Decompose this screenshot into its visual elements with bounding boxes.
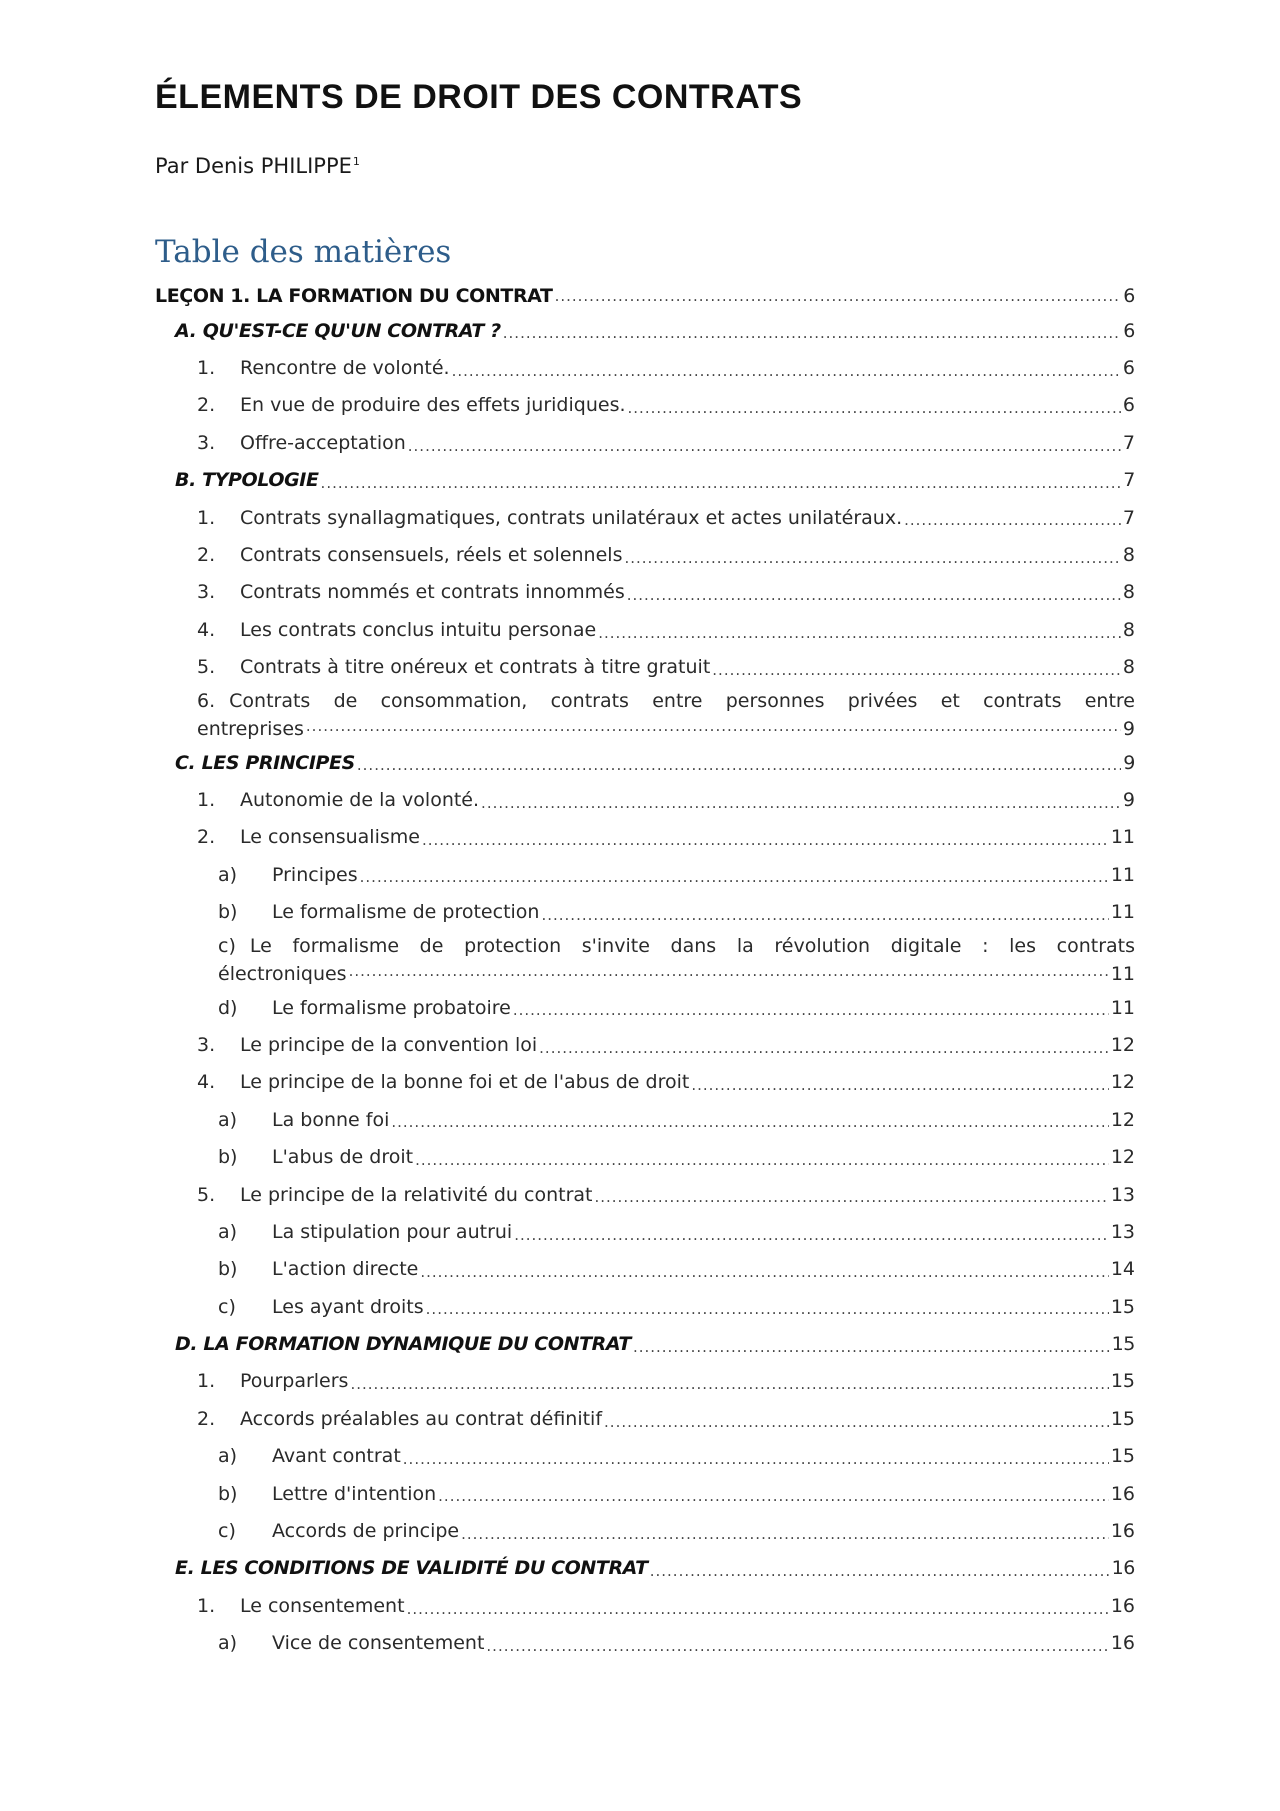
toc-entry-text-continued: entreprises xyxy=(197,717,304,740)
toc-page-number: 14 xyxy=(1110,1258,1135,1281)
toc-entry[interactable] xyxy=(155,1288,1135,1325)
toc-page-number: 12 xyxy=(1110,1033,1135,1056)
toc-entry-number: 1. xyxy=(197,506,216,529)
toc-entry-number: c) xyxy=(218,1520,236,1543)
toc-entry-text: Le principe de la relativité du contrat xyxy=(240,1183,593,1206)
toc-page-number: 15 xyxy=(1110,1445,1135,1468)
dot-leader xyxy=(513,1003,1109,1026)
toc-entry-number: 3. xyxy=(197,581,216,604)
toc-entry[interactable] xyxy=(155,1176,1135,1213)
toc-entry-text: Accords de principe xyxy=(272,1520,460,1543)
toc-entry-label xyxy=(197,690,1135,712)
dot-leader xyxy=(628,401,1121,424)
toc-entry-text: Avant contrat xyxy=(272,1445,401,1468)
toc-entry-text: Le consentement xyxy=(240,1594,405,1617)
dot-leader xyxy=(420,1265,1108,1288)
toc-entry-number: 6. xyxy=(197,689,216,712)
toc-entry[interactable] xyxy=(155,686,1135,744)
toc-entry[interactable] xyxy=(155,1138,1135,1175)
toc-entry-number: b) xyxy=(218,1146,238,1169)
toc-entry-text: Offre-acceptation xyxy=(240,431,406,454)
toc-entry-number: c) xyxy=(218,934,236,957)
toc-page-number: 11 xyxy=(1110,962,1135,985)
footnote-marker[interactable]: 1 xyxy=(352,155,360,168)
toc-entry-number: b) xyxy=(218,901,238,924)
toc-entry-number: 5. xyxy=(197,1183,216,1206)
toc-page-number: 7 xyxy=(1122,431,1135,454)
toc-entry[interactable] xyxy=(155,1064,1135,1101)
toc-entry-text: Principes xyxy=(272,863,358,886)
dot-leader xyxy=(541,908,1108,931)
dot-leader xyxy=(539,1041,1109,1064)
toc-entry-text: Contrats à titre onéreux et contrats à titre gratuit xyxy=(240,656,711,679)
toc-entry-label xyxy=(218,935,1135,957)
dot-leader xyxy=(627,588,1121,611)
toc-entry-text: LEÇON 1. LA FORMATION DU CONTRAT xyxy=(155,285,553,307)
toc-page-number: 8 xyxy=(1122,656,1135,679)
toc-entry[interactable] xyxy=(155,536,1135,573)
toc-page-number: 15 xyxy=(1110,1295,1135,1318)
toc-page-number: 6 xyxy=(1123,285,1135,307)
toc-entry-number: a) xyxy=(218,1445,238,1468)
toc-page-number: 11 xyxy=(1110,826,1135,849)
toc-entry[interactable] xyxy=(155,1363,1135,1400)
toc-entry-number: 1. xyxy=(197,357,216,380)
dot-leader xyxy=(391,1115,1108,1138)
dot-leader xyxy=(306,719,1121,742)
toc-entry[interactable] xyxy=(155,819,1135,856)
toc-entry[interactable] xyxy=(155,462,1135,499)
dot-leader xyxy=(594,1190,1108,1213)
toc-entry[interactable] xyxy=(155,1625,1135,1662)
toc-entry[interactable] xyxy=(155,1512,1135,1549)
toc-page-number: 11 xyxy=(1110,996,1135,1019)
dot-leader xyxy=(604,1415,1109,1438)
dot-leader xyxy=(407,1602,1109,1625)
toc-entry-text: Contrats nommés et contrats innommés xyxy=(240,581,625,604)
dot-leader xyxy=(712,663,1121,686)
toc-page-number: 16 xyxy=(1111,1557,1135,1580)
toc-page-number: 16 xyxy=(1110,1520,1135,1543)
toc-entry-line xyxy=(197,716,1135,742)
toc-entry[interactable] xyxy=(155,387,1135,424)
dot-leader xyxy=(650,1564,1110,1587)
toc-entry-text: Les contrats conclus intuitu personae xyxy=(240,618,597,641)
toc-entry-text: Lettre d'intention xyxy=(272,1482,437,1505)
toc-entry[interactable] xyxy=(155,1213,1135,1250)
toc-entry-text: En vue de produire des effets juridiques. xyxy=(240,394,626,417)
toc-entry[interactable] xyxy=(155,312,1135,349)
toc-page-number: 15 xyxy=(1110,1407,1135,1430)
toc-entry-number: 4. xyxy=(197,1071,216,1094)
toc-page-number: 7 xyxy=(1123,469,1135,492)
toc-page-number: 12 xyxy=(1110,1108,1135,1131)
author-name: Par Denis PHILIPPE xyxy=(155,154,352,178)
toc-entry-number: 1. xyxy=(197,1370,216,1393)
toc-entry[interactable] xyxy=(155,989,1135,1026)
toc-entry[interactable] xyxy=(155,744,1135,781)
toc-page-number: 6 xyxy=(1122,394,1135,417)
toc-entry-line xyxy=(218,931,1135,961)
toc-entry-number: a) xyxy=(218,1108,238,1131)
toc-entry-text: Le formalisme de protection xyxy=(272,901,540,924)
toc-entry-text: C. LES PRINCIPES xyxy=(175,751,355,774)
dot-leader xyxy=(349,964,1109,987)
toc-entry-text: Autonomie de la volonté. xyxy=(240,788,480,811)
toc-entry-text: Le consensualisme xyxy=(240,826,420,849)
toc-entry[interactable] xyxy=(155,1587,1135,1624)
toc-entry-text: E. LES CONDITIONS DE VALIDITÉ DU CONTRAT xyxy=(175,1557,648,1580)
toc-entry[interactable] xyxy=(155,280,1135,312)
toc-entry-number: 2. xyxy=(197,394,216,417)
toc-page-number: 12 xyxy=(1110,1071,1135,1094)
toc-entry-text: Contrats de consommation, contrats entre personnes privées et contrats entre xyxy=(229,689,1135,712)
toc-entry-text: Rencontre de volonté. xyxy=(240,357,450,380)
dot-leader xyxy=(503,326,1122,349)
dot-leader xyxy=(555,289,1122,312)
toc-page-number: 16 xyxy=(1110,1482,1135,1505)
dot-leader xyxy=(415,1153,1109,1176)
toc-entry-text: A. QU'EST-CE QU'UN CONTRAT ? xyxy=(175,319,501,342)
dot-leader xyxy=(481,796,1121,819)
toc-entry[interactable] xyxy=(155,931,1135,989)
toc-entry-number: 3. xyxy=(197,431,216,454)
toc-entry-number: 4. xyxy=(197,618,216,641)
toc-page-number: 9 xyxy=(1122,788,1135,811)
table-of-contents xyxy=(155,280,1135,1662)
toc-entry-text: D. LA FORMATION DYNAMIQUE DU CONTRAT xyxy=(175,1333,631,1356)
toc-entry-text: La stipulation pour autrui xyxy=(272,1220,513,1243)
toc-entry[interactable] xyxy=(155,1251,1135,1288)
toc-entry-text: L'action directe xyxy=(272,1258,419,1281)
document-title: ÉLEMENTS DE DROIT DES CONTRATS xyxy=(155,78,803,116)
toc-entry-text: Le principe de la convention loi xyxy=(240,1033,538,1056)
dot-leader xyxy=(598,626,1121,649)
toc-entry-number: 2. xyxy=(197,826,216,849)
toc-entry-line xyxy=(197,686,1135,716)
dot-leader xyxy=(357,758,1121,781)
dot-leader xyxy=(452,364,1121,387)
toc-entry-number: 3. xyxy=(197,1033,216,1056)
dot-leader xyxy=(486,1639,1108,1662)
toc-heading: Table des matières xyxy=(155,234,452,270)
author-line xyxy=(155,154,360,178)
toc-page-number: 7 xyxy=(1122,506,1135,529)
toc-entry[interactable] xyxy=(155,499,1135,536)
toc-entry[interactable] xyxy=(155,1026,1135,1063)
toc-entry[interactable] xyxy=(155,1400,1135,1437)
toc-entry[interactable] xyxy=(155,424,1135,461)
toc-page-number: 16 xyxy=(1110,1632,1135,1655)
toc-entry-text: Contrats consensuels, réels et solennels xyxy=(240,544,623,567)
toc-entry-number: a) xyxy=(218,1220,238,1243)
toc-entry[interactable] xyxy=(155,781,1135,818)
toc-entry[interactable] xyxy=(155,1325,1135,1362)
toc-entry[interactable] xyxy=(155,649,1135,686)
toc-entry-number: d) xyxy=(218,996,238,1019)
dot-leader xyxy=(624,551,1120,574)
toc-page-number: 15 xyxy=(1111,1333,1135,1356)
toc-entry[interactable] xyxy=(155,349,1135,386)
toc-entry-text-continued: électroniques xyxy=(218,962,347,985)
toc-entry[interactable] xyxy=(155,1475,1135,1512)
toc-entry[interactable] xyxy=(155,1101,1135,1138)
toc-page-number: 12 xyxy=(1110,1146,1135,1169)
toc-entry-number: 5. xyxy=(197,656,216,679)
toc-entry-number: 2. xyxy=(197,1407,216,1430)
toc-page-number: 15 xyxy=(1110,1370,1135,1393)
toc-entry-text: Le principe de la bonne foi et de l'abus de droit xyxy=(240,1071,690,1094)
toc-entry-text: B. TYPOLOGIE xyxy=(175,469,319,492)
toc-entry-text: Le formalisme de protection s'invite dans la révolution digitale : les contrats xyxy=(249,934,1135,957)
toc-entry[interactable] xyxy=(155,574,1135,611)
toc-page-number: 8 xyxy=(1122,581,1135,604)
toc-entry-text: Contrats synallagmatiques, contrats unilatéraux et actes unilatéraux. xyxy=(240,506,903,529)
toc-page-number: 6 xyxy=(1123,319,1135,342)
toc-page-number: 8 xyxy=(1122,544,1135,567)
toc-entry[interactable] xyxy=(155,856,1135,893)
dot-leader xyxy=(514,1228,1109,1251)
toc-entry[interactable] xyxy=(155,611,1135,648)
toc-entry-text: Les ayant droits xyxy=(272,1295,424,1318)
toc-page-number: 9 xyxy=(1123,751,1135,774)
dot-leader xyxy=(426,1302,1109,1325)
toc-entry[interactable] xyxy=(155,1438,1135,1475)
toc-entry-number: a) xyxy=(218,863,238,886)
toc-entry-number: c) xyxy=(218,1295,236,1318)
toc-entry-text: L'abus de droit xyxy=(272,1146,414,1169)
dot-leader xyxy=(408,439,1121,462)
toc-entry[interactable] xyxy=(155,893,1135,930)
dot-leader xyxy=(403,1452,1109,1475)
dot-leader xyxy=(321,476,1122,499)
toc-entry-number: 1. xyxy=(197,788,216,811)
toc-entry-text: La bonne foi xyxy=(272,1108,390,1131)
dot-leader xyxy=(904,513,1121,536)
toc-entry[interactable] xyxy=(155,1550,1135,1587)
dot-leader xyxy=(422,833,1109,856)
toc-page-number: 6 xyxy=(1122,357,1135,380)
toc-entry-line xyxy=(218,961,1135,987)
dot-leader xyxy=(633,1340,1110,1363)
toc-page-number: 11 xyxy=(1110,863,1135,886)
toc-entry-number: a) xyxy=(218,1632,238,1655)
toc-page-number: 16 xyxy=(1110,1594,1135,1617)
dot-leader xyxy=(350,1377,1108,1400)
toc-entry-number: 2. xyxy=(197,544,216,567)
dot-leader xyxy=(438,1489,1109,1512)
toc-page-number: 11 xyxy=(1110,901,1135,924)
toc-entry-text: Vice de consentement xyxy=(272,1632,485,1655)
toc-page-number: 13 xyxy=(1110,1183,1135,1206)
toc-entry-text: Pourparlers xyxy=(240,1370,349,1393)
toc-entry-number: b) xyxy=(218,1482,238,1505)
dot-leader xyxy=(461,1527,1109,1550)
toc-page-number: 13 xyxy=(1110,1220,1135,1243)
toc-entry-number: b) xyxy=(218,1258,238,1281)
toc-entry-text: Le formalisme probatoire xyxy=(272,996,511,1019)
toc-page-number: 9 xyxy=(1122,717,1135,740)
toc-entry-number: 1. xyxy=(197,1594,216,1617)
dot-leader xyxy=(360,870,1109,893)
dot-leader xyxy=(691,1078,1108,1101)
toc-entry-text: Accords préalables au contrat définitif xyxy=(240,1407,603,1430)
toc-page-number: 8 xyxy=(1122,618,1135,641)
